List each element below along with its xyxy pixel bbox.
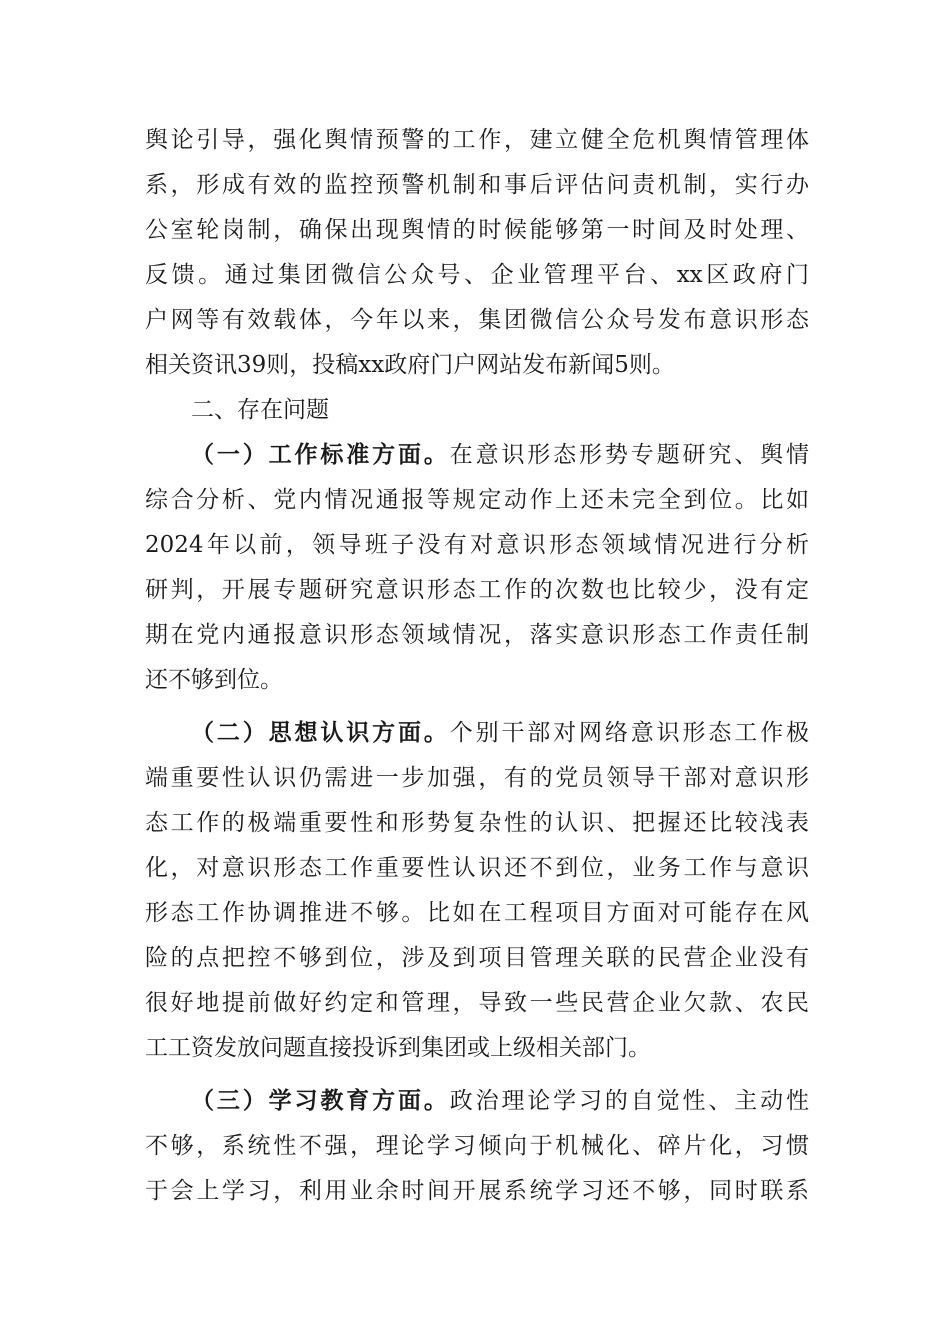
item-first-line (145, 1079, 809, 1124)
text-line: 不够，系统性不强，理论学习倾向于机械化、碎片化，习惯 (145, 1133, 809, 1159)
item-subhead: （三）学习教育方面。 (191, 1088, 450, 1114)
text-line: 期在党内通报意识形态领域情况，落实意识形态工作责任制 (145, 622, 809, 648)
text-line: 反馈。通过集团微信公众号、企业管理平台、xx区政府门 (145, 262, 809, 288)
problem-item-1 (145, 433, 809, 703)
text-line: 相关资讯39则，投稿xx政府门户网站发布新闻5则。 (145, 352, 675, 378)
item-first-line-text: 在意识形态形势专题研究、舆情 (449, 442, 810, 468)
document-body (145, 118, 809, 1214)
text-line: 端重要性认识仍需进一步加强，有的党员领导干部对意识形 (145, 765, 809, 791)
text-line: 于会上学习，利用业余时间开展系统学习还不够，同时联系 (145, 1178, 809, 1204)
text-line: 化，对意识形态工作重要性认识还不到位，业务工作与意识 (145, 855, 809, 881)
item-first-line-text: 个别干部对网络意识形态工作极 (449, 720, 810, 746)
paragraph-gap (145, 1071, 809, 1079)
text-line: 研判，开展专题研究意识形态工作的次数也比较少，没有定 (145, 577, 809, 603)
item-first-line-text: 政治理论学习的自觉性、主动性 (449, 1088, 810, 1114)
item-first-line (145, 433, 809, 478)
item-first-line (145, 711, 809, 756)
item-subhead: （一）工作标准方面。 (191, 442, 450, 468)
problem-item-2 (145, 711, 809, 1071)
text-line: 很好地提前做好约定和管理，导致一些民营企业欠款、农民 (145, 990, 809, 1016)
section-heading: 二、存在问题 (191, 397, 329, 423)
text-line: 2024年以前，领导班子没有对意识形态领域情况进行分析 (145, 532, 809, 558)
text-line: 公室轮岗制，确保出现舆情的时候能够第一时间及时处理、 (145, 217, 809, 243)
item-subhead: （二）思想认识方面。 (191, 720, 450, 746)
text-line: 态工作的极端重要性和形势复杂性的认识、把握还比较浅表 (145, 810, 809, 836)
text-line: 舆论引导，强化舆情预警的工作，建立健全危机舆情管理体 (145, 127, 809, 153)
text-line: 险的点把控不够到位，涉及到项目管理关联的民营企业没有 (145, 945, 809, 971)
text-line: 形态工作协调推进不够。比如在工程项目方面对可能存在风 (145, 900, 809, 926)
text-line: 工工资发放问题直接投诉到集团或上级相关部门。 (145, 1035, 651, 1061)
text-line: 系，形成有效的监控预警机制和事后评估问责机制，实行办 (145, 172, 809, 198)
problem-item-3 (145, 1079, 809, 1214)
text-line: 还不够到位。 (145, 667, 283, 693)
text-line: 户网等有效载体，今年以来，集团微信公众号发布意识形态 (145, 307, 809, 333)
intro-paragraph (145, 118, 809, 388)
paragraph-gap (145, 703, 809, 711)
text-line: 综合分析、党内情况通报等规定动作上还未完全到位。比如 (145, 487, 809, 513)
